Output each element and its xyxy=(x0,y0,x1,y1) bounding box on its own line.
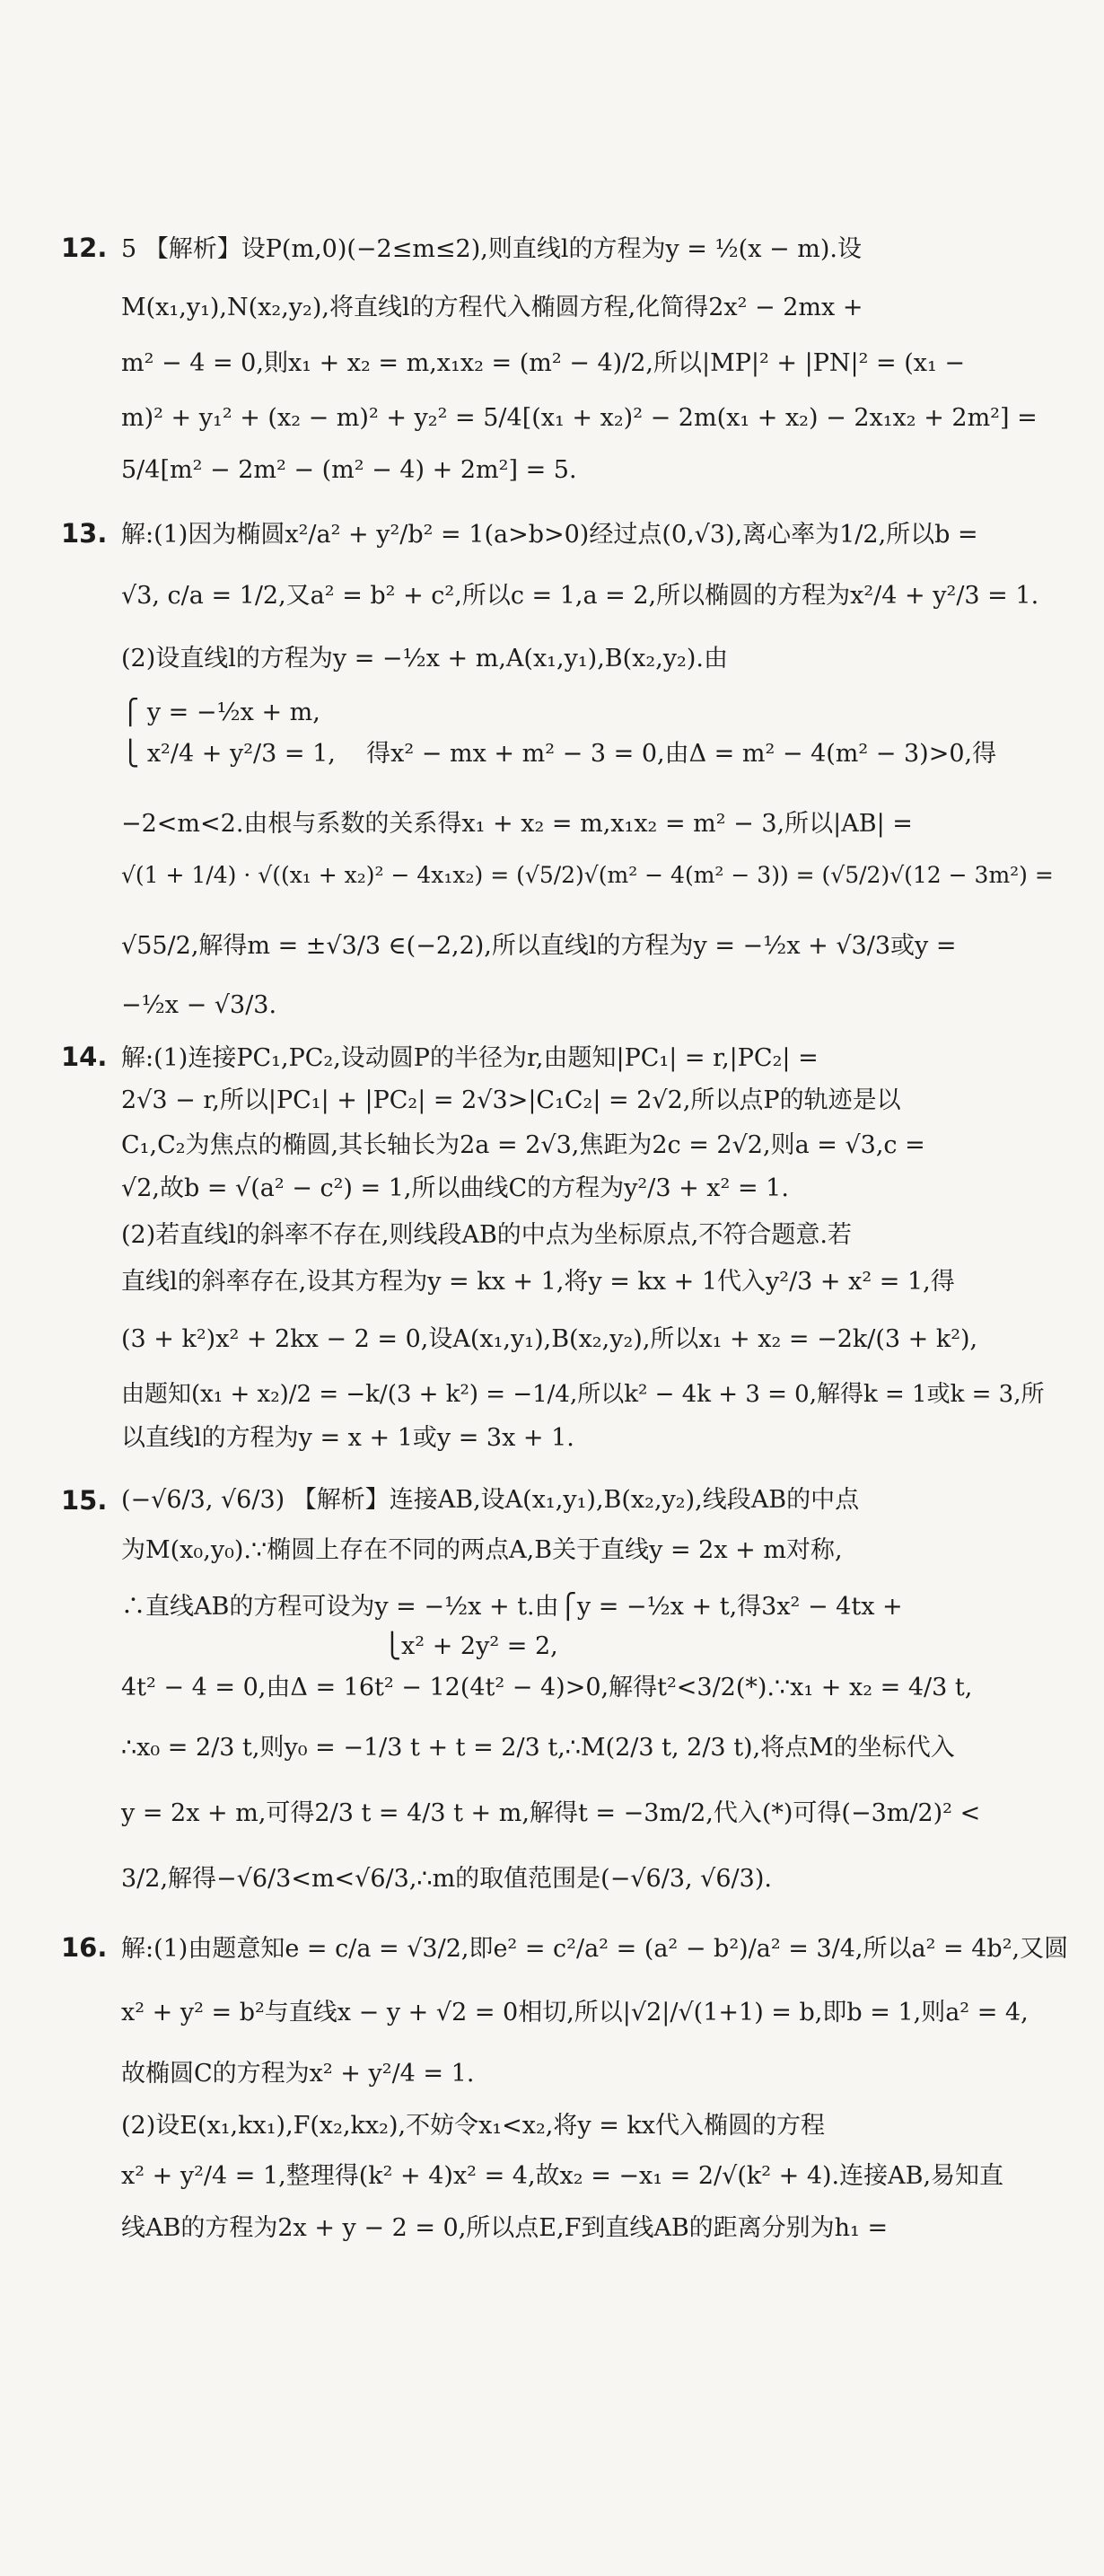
solution-line: ⎩x² + 2y² = 2, xyxy=(121,1632,558,1660)
solution-line: 以直线l的方程为y = x + 1或y = 3x + 1. xyxy=(121,1424,574,1452)
problem-number: 12. xyxy=(61,233,108,263)
solution-line: ∴x₀ = 2/3 t,则y₀ = −1/3 t + t = 2/3 t,∴M(2/3 t, 2/3 t),将点M的坐标代入 xyxy=(121,1734,955,1762)
solution-line: 解:(1)由题意知e = c/a = √3/2,即e² = c²/a² = (a² − b²)/a² = 3/4,所以a² = 4b²,又圆 xyxy=(121,1935,1069,1963)
solution-line: ⎩ x²/4 + y²/3 = 1, 得x² − mx + m² − 3 = 0,由Δ = m² − 4(m² − 3)>0,得 xyxy=(121,740,997,768)
solution-line: 为M(x₀,y₀).∵椭圆上存在不同的两点A,B关于直线y = 2x + m对称, xyxy=(121,1536,843,1564)
solution-line: 5/4[m² − 2m² − (m² − 4) + 2m²] = 5. xyxy=(121,456,577,484)
solution-line: 3/2,解得−√6/3<m<√6/3,∴m的取值范围是(−√6/3, √6/3). xyxy=(121,1865,772,1893)
solution-line: ⎧ y = −½x + m, xyxy=(121,699,320,726)
solution-line: 故椭圆C的方程为x² + y²/4 = 1. xyxy=(121,2060,475,2088)
solution-line: 直线l的斜率存在,设其方程为y = kx + 1,将y = kx + 1代入y²/3 + x² = 1,得 xyxy=(121,1268,955,1296)
solution-line: x² + y²/4 = 1,整理得(k² + 4)x² = 4,故x₂ = −x₁ = 2/√(k² + 4).连接AB,易知直 xyxy=(121,2162,1004,2190)
solution-line: M(x₁,y₁),N(x₂,y₂),将直线l的方程代入椭圆方程,化简得2x² − 2mx + xyxy=(121,294,863,321)
solution-line: x² + y² = b²与直线x − y + √2 = 0相切,所以|√2|/√(1+1) = b,即b = 1,则a² = 4, xyxy=(121,1999,1029,2027)
solution-line: m² − 4 = 0,則x₁ + x₂ = m,x₁x₂ = (m² − 4)/2,所以|MP|² + |PN|² = (x₁ − xyxy=(121,349,966,377)
solution-line: √55/2,解得m = ±√3/3 ∈(−2,2),所以直线l的方程为y = −½x + √3/3或y = xyxy=(121,932,957,960)
problem-number: 15. xyxy=(61,1485,108,1516)
problem-number: 14. xyxy=(61,1042,108,1072)
solution-line: 2√3 − r,所以|PC₁| + |PC₂| = 2√3>|C₁C₂| = 2√2,所以点P的轨迹是以 xyxy=(121,1086,901,1114)
solution-line: m)² + y₁² + (x₂ − m)² + y₂² = 5/4[(x₁ + x₂)² − 2m(x₁ + x₂) − 2x₁x₂ + 2m²] = xyxy=(121,404,1038,432)
solution-line: (2)设直线l的方程为y = −½x + m,A(x₁,y₁),B(x₂,y₂).由 xyxy=(121,645,728,673)
solution-line: 5 【解析】设P(m,0)(−2≤m≤2),则直线l的方程为y = ½(x − m).设 xyxy=(121,235,862,263)
solution-line: 4t² − 4 = 0,由Δ = 16t² − 12(4t² − 4)>0,解得t²<3/2(*).∵x₁ + x₂ = 4/3 t, xyxy=(121,1674,973,1701)
solution-line: √(1 + 1/4) · √((x₁ + x₂)² − 4x₁x₂) = (√5/2)√(m² − 4(m² − 3)) = (√5/2)√(12 − 3m²) = xyxy=(121,862,1054,888)
solution-line: (2)若直线l的斜率不存在,则线段AB的中点为坐标原点,不符合题意.若 xyxy=(121,1221,852,1249)
solution-line: (2)设E(x₁,kx₁),F(x₂,kx₂),不妨令x₁<x₂,将y = kx代入椭圆的方程 xyxy=(121,2112,826,2140)
solution-line: 解:(1)因为椭圆x²/a² + y²/b² = 1(a>b>0)经过点(0,√3),离心率为1/2,所以b = xyxy=(121,521,978,549)
solution-line: C₁,C₂为焦点的椭圆,其长轴长为2a = 2√3,焦距为2c = 2√2,则a = √3,c = xyxy=(121,1131,925,1159)
problem-number: 13. xyxy=(61,518,108,549)
solution-line: ∴直线AB的方程可设为y = −½x + t.由⎧y = −½x + t,得3x² − 4tx + xyxy=(121,1593,903,1621)
solution-line: 线AB的方程为2x + y − 2 = 0,所以点E,F到直线AB的距离分别为h₁ = xyxy=(121,2214,889,2242)
solution-line: y = 2x + m,可得2/3 t = 4/3 t + m,解得t = −3m/2,代入(*)可得(−3m/2)² < xyxy=(121,1799,981,1827)
solution-line: −2<m<2.由根与系数的关系得x₁ + x₂ = m,x₁x₂ = m² − 3,所以|AB| = xyxy=(121,810,913,838)
solution-line: 解:(1)连接PC₁,PC₂,设动圆P的半径为r,由题知|PC₁| = r,|PC₂| = xyxy=(121,1044,819,1072)
solution-line: √3, c/a = 1/2,又a² = b² + c²,所以c = 1,a = 2,所以椭圆的方程为x²/4 + y²/3 = 1. xyxy=(121,582,1039,610)
solution-line: 由题知(x₁ + x₂)/2 = −k/(3 + k²) = −1/4,所以k² − 4k + 3 = 0,解得k = 1或k = 3,所 xyxy=(121,1381,1045,1408)
solution-line: √2,故b = √(a² − c²) = 1,所以曲线C的方程为y²/3 + x² = 1. xyxy=(121,1174,789,1202)
solution-line: −½x − √3/3. xyxy=(121,991,277,1019)
solution-line: (−√6/3, √6/3) 【解析】连接AB,设A(x₁,y₁),B(x₂,y₂),线段AB的中点 xyxy=(121,1486,860,1514)
solution-line: (3 + k²)x² + 2kx − 2 = 0,设A(x₁,y₁),B(x₂,y₂),所以x₁ + x₂ = −2k/(3 + k²), xyxy=(121,1325,978,1353)
problem-number: 16. xyxy=(61,1932,108,1963)
